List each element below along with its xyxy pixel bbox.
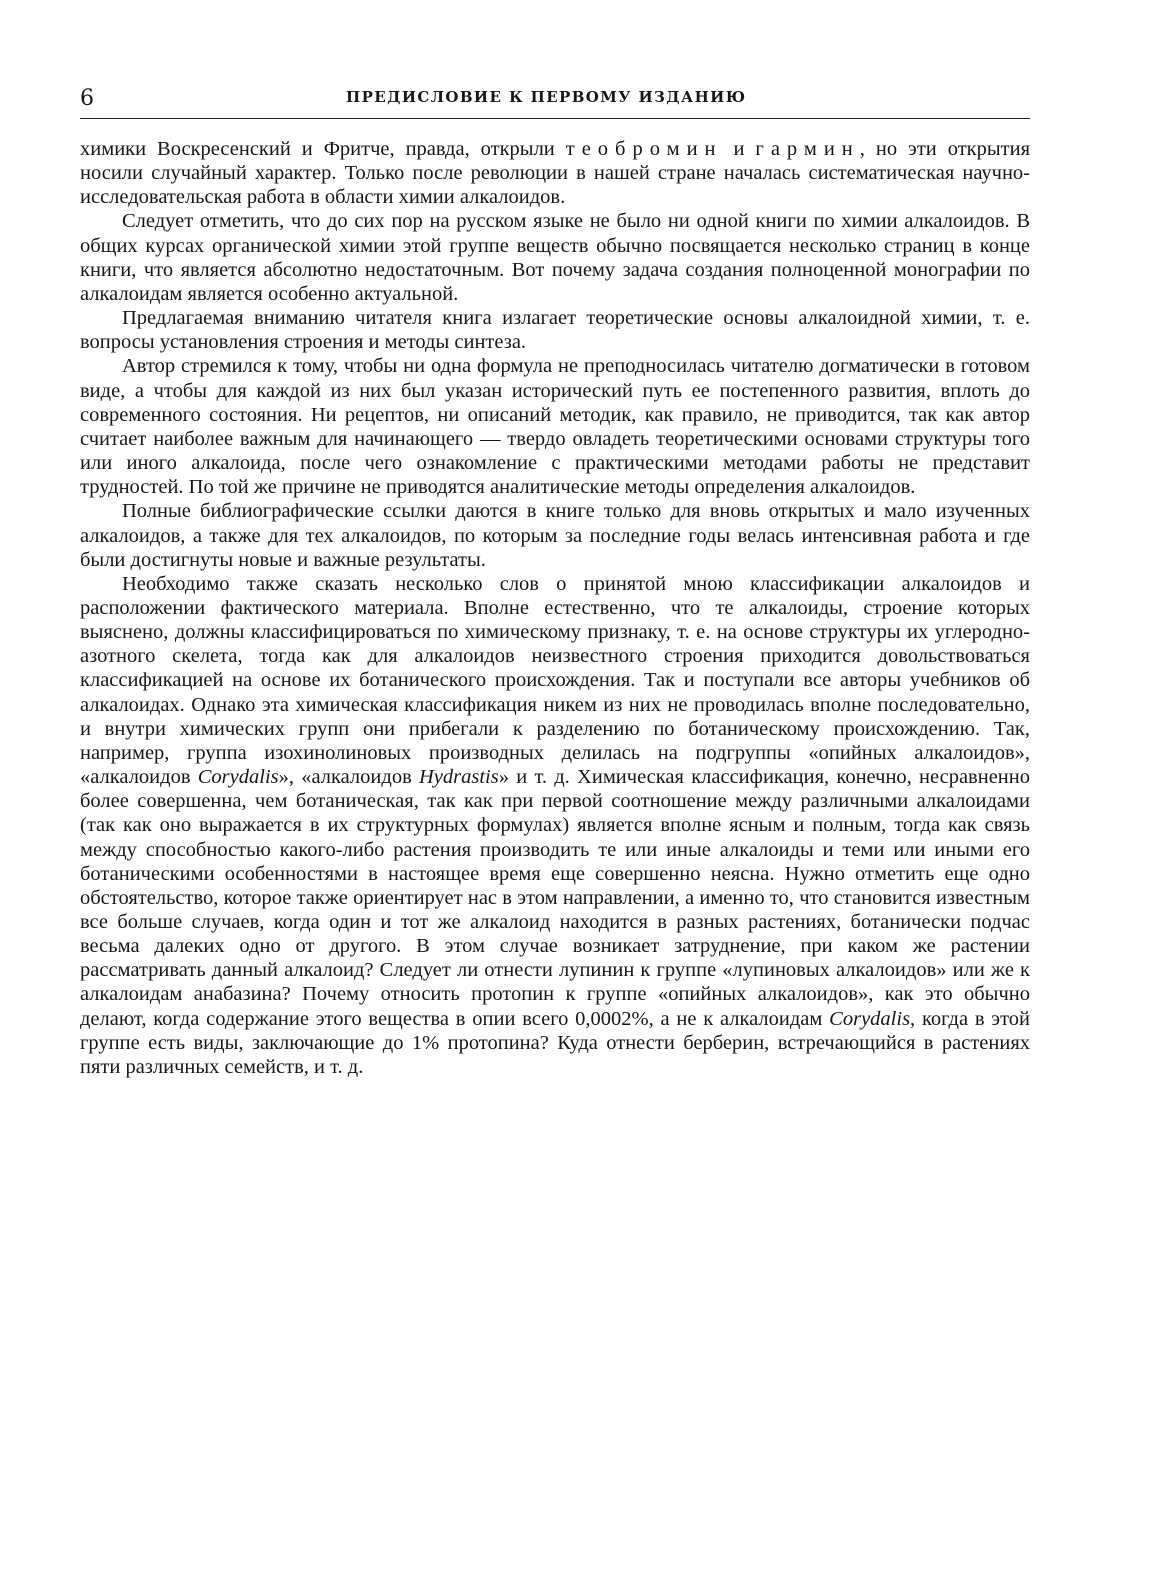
paragraph bbox=[80, 354, 1030, 499]
page-number: 6 bbox=[80, 86, 94, 111]
text-span: Необходимо также сказать несколько слов о принятой мною классификации алкалоидов и расположении фактического материала. Вполне естественно, что те алкалоиды, строение которых выяснено, должны классифицироваться по химическому признаку, т. е. на основе структуры их углеродно-азотного скелета, тогда как для алкалоидов неизвестного строения приходится довольствоваться классификацией на основе их ботанического происхождения. Так и поступали все авторы учебников об алкалоидах. Однако эта химическая классификация никем из них не проводилась вполне последовательно, и внутри химических групп они прибегали к разделению по ботаническому происхождению. Так, например, группа изохинолиновых производных делилась на подгруппы «опийных алкалоидов», «алкалоидов bbox=[80, 572, 1030, 789]
body-text bbox=[80, 137, 1030, 1079]
italic-term: Corydalis bbox=[829, 1007, 911, 1030]
paragraph bbox=[80, 499, 1030, 571]
spaced-term: теобромин bbox=[565, 138, 723, 160]
text-span: » и т. д. Химическая классификация, конечно, несравненно более совершенна, чем ботаническая, так как при первой соотношение между различными алкалоидами (так как оно выражается в их структурных формулах) является вполне ясным и полным, тогда как связь между способностью какого-либо растения производить те или иные алкалоиды и теми или иными его ботаническими особенностями в настоящее время еще совершенно неясна. Нужно отметить еще одно обстоятельство, которое также ориентирует нас в этом направлении, а именно то, что становится известным все больше случаев, когда один и тот же алкалоид находится в разных растениях, ботанически подчас весьма далеких одно от другого. В этом случае возникает затруднение, при каком же растении рассматривать данный алкалоид? Следует ли отнести лупинин к группе «лупиновых алкалоидов» или же к алкалоидам анабазина? Почему относить протопин к группе «опийных алкалоидов», как это обычно делают, когда содержание этого вещества в опии всего 0,0002%, а не к алкалоидам bbox=[80, 766, 1031, 1030]
text-span: Полные библиографические ссылки даются в книге только для вновь открытых и мало изученных алкалоидов, а также для тех алкалоидов, по которым за последние годы велась интенсивная работа и где были достигнуты новые и важные результаты. bbox=[80, 500, 1030, 571]
text-span: , когда в этой группе есть виды, заключающие до 1% протопина? Куда отнести берберин, встречающийся в растениях пяти различных семейств, и т. д. bbox=[80, 1007, 1030, 1078]
running-head bbox=[80, 86, 1030, 110]
text-span: Следует отметить, что до сих пор на русском языке не было ни одной книги по химии алкалоидов. В общих курсах органической химии этой группе веществ обычно посвящается несколько страниц в конце книги, что является абсолютно недостаточным. Вот почему задача создания полноценной монографии по алкалоидам является особенно актуальной. bbox=[80, 210, 1030, 305]
italic-term: Corydalis bbox=[197, 766, 279, 789]
book-page bbox=[80, 86, 1030, 1079]
text-span: », «алкалоидов bbox=[278, 766, 419, 789]
running-head-title: ПРЕДИСЛОВИЕ К ПЕРВОМУ ИЗДАНИЮ bbox=[346, 88, 747, 106]
text-span: и bbox=[722, 138, 756, 160]
text-span: химики Воскресенский и Фритче, правда, открыли bbox=[80, 138, 566, 160]
header-rule bbox=[80, 118, 1030, 119]
paragraph bbox=[80, 572, 1030, 1079]
text-span: Предлагаемая вниманию читателя книга излагает теоретические основы алкалоидной химии, т. е. вопросы установления строения и методы синтеза. bbox=[80, 307, 1030, 354]
spaced-term: гармин bbox=[755, 138, 860, 160]
paragraph bbox=[80, 306, 1030, 354]
text-span: , но эти открытия носили случайный характер. Только после революции в нашей стране началась систематическая научно-исследовательская работа в области химии алкалоидов. bbox=[80, 138, 1030, 209]
text-span: Автор стремился к тому, чтобы ни одна формула не преподносилась читателю догматически в готовом виде, а чтобы для каждой из них был указан исторический путь ее постепенного развития, вплоть до современного состояния. Ни рецептов, ни описаний методик, как правило, не приводится, так как автор считает наиболее важным для начинающего — твердо овладеть теоретическими основами структуры того или иного алкалоида, после чего ознакомление с практическими методами работы не представит трудностей. По той же причине не приводятся аналитические методы определения алкалоидов. bbox=[80, 355, 1030, 499]
paragraph-continued bbox=[80, 137, 1030, 209]
italic-term: Hydrastis bbox=[419, 766, 499, 789]
paragraph bbox=[80, 209, 1030, 306]
